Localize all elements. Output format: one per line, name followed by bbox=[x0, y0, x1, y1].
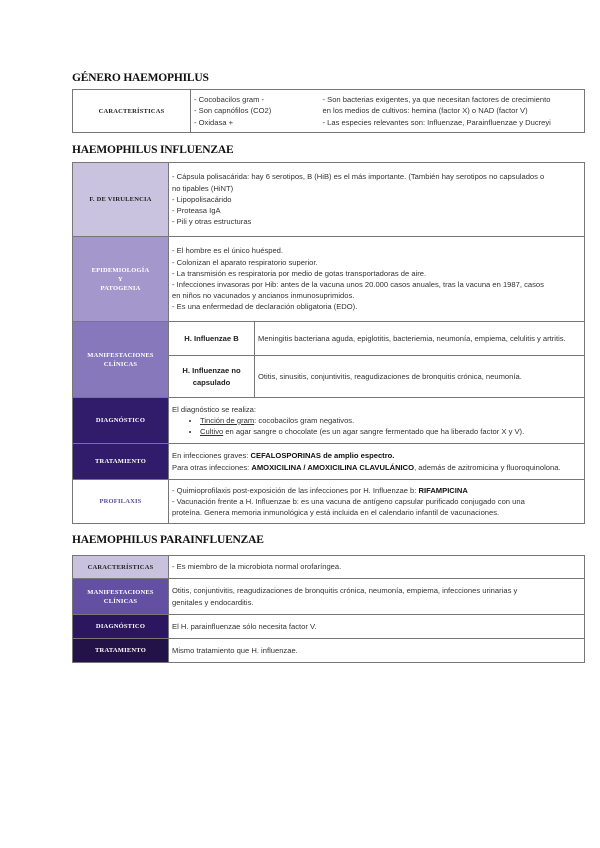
epidemiologia-label: EPIDEMIOLOGÍA Y PATOGENIA bbox=[73, 237, 169, 322]
tratamiento-content: En infecciones graves: CEFALOSPORINAS de amplio espectro. Para otras infecciones: AMOXICILINA / AMOXICILINA CLAVULÁNICO, además de azitromicina y fluoroquinolona. bbox=[169, 444, 585, 480]
diagnostico-label: DIAGNÓSTICO bbox=[73, 398, 169, 444]
virulencia-content: - Cápsula polisacárida: hay 6 serotipos, B (HiB) es el más importante. (También hay serotipos no capsulados o no tipables (HiNT) - Lipopolisacárido - Proteasa IgA - Pili y otras estructuras bbox=[169, 163, 585, 237]
diagnostico-list bbox=[172, 415, 581, 437]
genero-table bbox=[72, 89, 585, 133]
epidemiologia-content: - El hombre es el único huésped. - Colonizan el aparato respiratorio superior. - La transmisión es respiratoria por medio de gotas transportadoras de aire. - Infecciones invasoras por Hib: antes de la vacuna unos 20.000 casos anuales, tras la vacuna en 1987, casos en niños no vacunados y ancianos inmunosuprimidos. - Es una enfermedad de declaración obligatoria (EDO). bbox=[169, 237, 585, 322]
para-manifestaciones-text: Otitis, conjuntivitis, reagudizaciones de bronquitis crónica, neumonía, empiema, infecciones urinarias y genitales y endocarditis. bbox=[169, 579, 585, 615]
hinc-label: H. Influenzae no capsulado bbox=[169, 356, 255, 398]
hib-text: Meningitis bacteriana aguda, epiglotitis, bacteriemia, neumonía, empiema, celulitis y artritis. bbox=[255, 322, 585, 356]
list-item: • Tinción de gram: cocobacilos gram negativos. bbox=[200, 415, 581, 426]
tratamiento-label: TRATAMIENTO bbox=[73, 444, 169, 480]
genero-col1: - Cocobacilos gram - - Son capnófilos (CO2) - Oxidasa + bbox=[191, 90, 320, 133]
hib-label: H. Influenzae B bbox=[169, 322, 255, 356]
profilaxis-content: - Quimioprofilaxis post-exposición de las infecciones por H. Influenzae b: RIFAMPICINA - Vacunación frente a H. Influenzae b: es una vacuna de antígeno capsular purificado conjugado con una proteína. Genera memoria inmunológica y está incluida en el calendario infantil de vacunaciones. bbox=[169, 480, 585, 524]
virulencia-label: F. DE VIRULENCIA bbox=[73, 163, 169, 237]
manifestaciones-label: MANIFESTACIONES CLÍNICAS bbox=[73, 322, 169, 398]
list-item: • Cultivo en agar sangre o chocolate (es un agar sangre fermentado que ha liberado factor X y V). bbox=[200, 426, 581, 437]
section-title-influenzae: HAEMOPHILUS INFLUENZAE bbox=[72, 144, 234, 156]
para-caracteristicas-label: CARACTERÍSTICAS bbox=[73, 556, 169, 579]
para-caracteristicas-text: - Es miembro de la microbiota normal orofaríngea. bbox=[169, 556, 585, 579]
para-tratamiento-text: Mismo tratamiento que H. influenzae. bbox=[169, 639, 585, 663]
para-diagnostico-text: El H. parainfluenzae sólo necesita factor V. bbox=[169, 615, 585, 639]
influenzae-table bbox=[72, 162, 585, 524]
para-diagnostico-label: DIAGNÓSTICO bbox=[73, 615, 169, 639]
section-title-genero: GÉNERO HAEMOPHILUS bbox=[72, 72, 209, 84]
genero-col2: - Son bacterias exigentes, ya que necesitan factores de crecimiento en los medios de cultivos: hemina (factor X) o NAD (factor V) - Las especies relevantes son: Influenzae, Parainfluenzae y Ducreyi bbox=[320, 90, 585, 133]
diagnostico-content: El diagnóstico se realiza: • Tinción de gram: cocobacilos gram negativos. • Cultivo en agar sangre o chocolate (es un agar sangre fermentado que ha liberado factor X y V). bbox=[169, 398, 585, 444]
hinc-text: Otitis, sinusitis, conjuntivitis, reagudizaciones de bronquitis crónica, neumonía. bbox=[255, 356, 585, 398]
para-manifestaciones-label: MANIFESTACIONES CLÍNICAS bbox=[73, 579, 169, 615]
profilaxis-label: PROFILAXIS bbox=[73, 480, 169, 524]
section-title-parainfluenzae: HAEMOPHILUS PARAINFLUENZAE bbox=[72, 534, 264, 546]
genero-label: CARACTERÍSTICAS bbox=[73, 90, 191, 133]
para-tratamiento-label: TRATAMIENTO bbox=[73, 639, 169, 663]
parainfluenzae-table bbox=[72, 555, 585, 663]
